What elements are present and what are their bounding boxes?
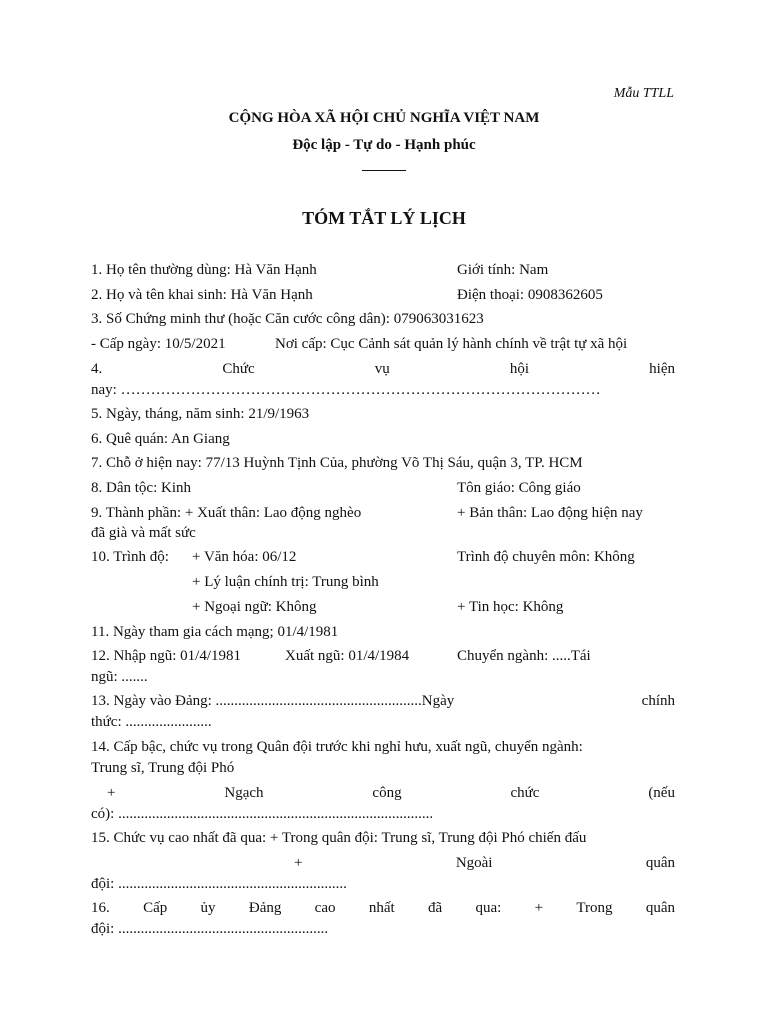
motto-heading: Độc lập - Tự do - Hạnh phúc <box>292 137 476 153</box>
word: hội <box>509 361 530 377</box>
word: công <box>372 785 402 801</box>
self-status-field: + Bản thân: Lao động hiện nay <box>457 505 643 521</box>
common-name-field: 1. Họ tên thường dùng: Hà Văn Hạnh <box>91 262 317 278</box>
gender-field: Giới tính: Nam <box>457 262 549 278</box>
it-skill-field: + Tin học: Không <box>457 599 564 615</box>
word: Đảng <box>248 900 282 916</box>
field-line-12 <box>91 647 675 665</box>
field-line-3b <box>91 335 675 353</box>
military-rank-field: Trung sĩ, Trung đội Phó <box>91 760 235 776</box>
word: + <box>107 785 116 801</box>
id-number-field: 3. Số Chứng minh thư (hoặc Căn cước công dân): 079063031623 <box>91 311 484 327</box>
word: nhất <box>368 900 395 916</box>
political-theory-field: + Lý luận chính trị: Trung bình <box>192 574 379 590</box>
discharge-date-field: Xuất ngũ: 01/4/1984 <box>285 648 410 664</box>
word: Ngạch <box>224 785 264 801</box>
word: Chức <box>222 361 255 377</box>
address-field: 7. Chỗ ở hiện nay: 77/13 Huỳnh Tịnh Của, phường Võ Thị Sáu, quận 3, TP. HCM <box>91 455 583 471</box>
document-title: TÓM TẮT LÝ LỊCH <box>302 208 466 228</box>
field-line-13 <box>91 692 675 710</box>
field-line-8 <box>91 479 675 497</box>
religion-field: Tôn giáo: Công giáo <box>457 480 581 496</box>
issue-date-field: - Cấp ngày: 10/5/2021 <box>91 336 226 352</box>
transfer-field: Chuyển ngành: .....Tái <box>457 648 591 664</box>
issue-place-field: Nơi cấp: Cục Cảnh sát quản lý hành chính về trật tự xã hội <box>275 336 628 352</box>
word: đã <box>427 900 443 916</box>
origin-field: 9. Thành phần: + Xuất thân: Lao động nghèo <box>91 505 362 521</box>
birth-date-field: 5. Ngày, tháng, năm sinh: 21/9/1963 <box>91 406 310 422</box>
country-heading: CỘNG HÒA XÃ HỘI CHỦ NGHĨA VIỆT NAM <box>228 110 540 126</box>
party-committee-army-field: đội: ........................................................ <box>91 921 329 937</box>
word: cao <box>314 900 336 916</box>
word: ủy <box>200 900 216 916</box>
revolution-date-field: 11. Ngày tham gia cách mạng; 01/4/1981 <box>91 624 339 640</box>
word: vụ <box>374 361 390 377</box>
field-line-4 <box>91 360 675 378</box>
party-join-date-field: 13. Ngày vào Đảng: .......................................................Ngày <box>91 693 455 709</box>
word: qua: <box>475 900 502 916</box>
reenlist-field: ngũ: ....... <box>91 669 148 685</box>
phone-field: Điện thoại: 0908362605 <box>457 287 603 303</box>
general-education-field: + Văn hóa: 06/12 <box>192 549 297 565</box>
word: (nếu <box>648 785 675 801</box>
field-line-15: 15. Chức vụ cao nhất đã qua: + Trong quân đội: Trung sĩ, Trung đội Phó chiến đấu <box>91 830 587 846</box>
word: Ngoài <box>455 855 493 871</box>
word: Cấp <box>143 900 168 916</box>
field-line-14: 14. Cấp bậc, chức vụ trong Quân đội trước khi nghỉ hưu, xuất ngũ, chuyển ngành: <box>91 739 583 755</box>
field-line-4-cont: nay: …………………………………………………………………………………… <box>91 382 601 398</box>
ethnicity-field: 8. Dân tộc: Kinh <box>91 480 191 496</box>
field-line-9-cont: đã già và mất sức <box>91 525 196 541</box>
form-code: Mẫu TTLL <box>613 86 674 101</box>
birth-name-field: 2. Họ và tên khai sinh: Hà Văn Hạnh <box>91 287 313 303</box>
enlist-date-field: 12. Nhập ngũ: 01/4/1981 <box>91 648 241 664</box>
field-line-16 <box>91 899 675 917</box>
word: 16. <box>91 900 110 916</box>
field-line-9 <box>91 504 675 522</box>
word: + <box>534 900 544 916</box>
word: + <box>294 855 303 871</box>
hometown-field: 6. Quê quán: An Giang <box>91 431 230 447</box>
word: quân <box>645 900 675 916</box>
heading-divider <box>362 170 406 171</box>
official-date-field: thức: ....................... <box>91 714 212 730</box>
education-label: 10. Trình độ: <box>91 549 169 565</box>
field-line-10 <box>91 548 675 566</box>
outside-army-field: đội: ............................................................. <box>91 876 347 892</box>
field-line-2 <box>91 286 675 304</box>
foreign-language-field: + Ngoại ngữ: Không <box>192 599 317 615</box>
civil-rank-field: có): .................................................................................... <box>91 806 434 822</box>
word: chức <box>510 785 540 801</box>
word: hiện <box>649 361 675 377</box>
field-line-15b <box>294 854 675 872</box>
field-line-1 <box>91 261 675 279</box>
word: Trong <box>576 900 613 916</box>
professional-level-field: Trình độ chuyên môn: Không <box>457 549 635 565</box>
word: chính <box>641 693 675 709</box>
word: 4. <box>91 361 103 377</box>
word: quân <box>645 855 675 871</box>
field-line-14c <box>107 784 675 802</box>
